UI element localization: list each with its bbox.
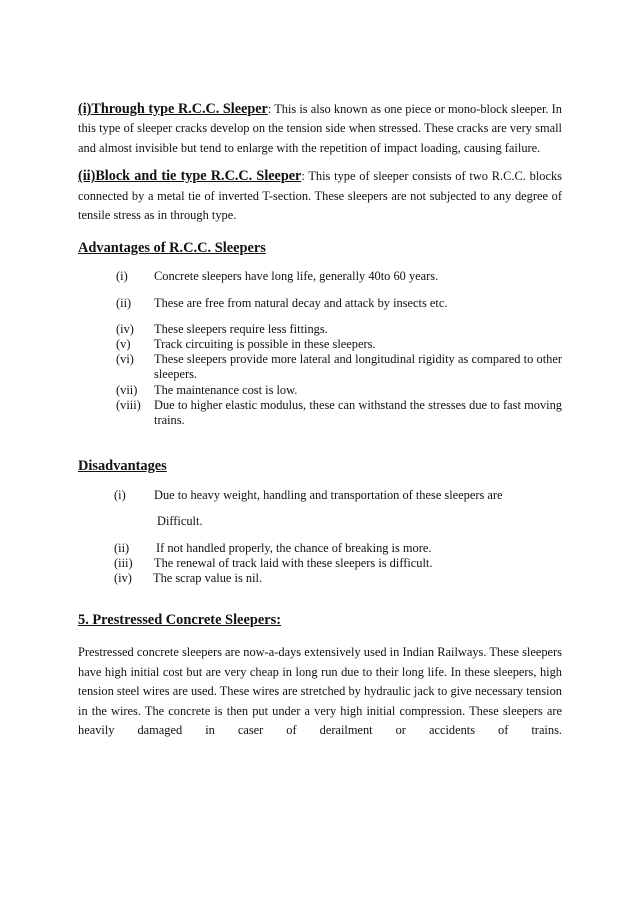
list-item-text: These sleepers require less fittings. — [154, 321, 328, 336]
through-type-paragraph — [78, 100, 562, 158]
list-item-text: Track circuiting is possible in these sleepers. — [154, 337, 376, 352]
list-item — [116, 383, 562, 398]
list-item-number: (vii) — [116, 382, 138, 397]
list-item-text: The renewal of track laid with these sleepers is difficult. — [154, 555, 433, 570]
list-item-number: (iv) — [114, 571, 132, 586]
list-item-number: (ii) — [116, 295, 132, 310]
block-tie-title: (ii)Block and tie type R.C.C. Sleeper — [78, 168, 302, 185]
through-type-body: : This is also known as one piece or mono-block sleeper. In this type of sleeper cracks develop on the tension side when stressed. These cracks are very small and almost invisible but tend to enlarge with the repetition of impact loading, causing failure. — [78, 102, 562, 155]
list-item — [116, 296, 562, 311]
list-item-text: These are free from natural decay and attack by insects etc. — [154, 295, 448, 310]
list-item — [116, 322, 562, 337]
list-item — [116, 337, 562, 352]
list-item-text: If not handled properly, the chance of breaking is more. — [156, 540, 432, 555]
list-item — [116, 352, 562, 382]
list-item-number: (i) — [114, 488, 126, 503]
advantages-heading: Advantages of R.C.C. Sleepers — [78, 240, 266, 257]
list-item-number: (iv) — [116, 321, 134, 336]
document-page — [78, 100, 562, 740]
list-item-text: The scrap value is nil. — [153, 571, 263, 586]
list-item — [114, 556, 562, 571]
list-item — [114, 541, 562, 556]
list-item-number: (vi) — [116, 352, 134, 367]
block-tie-paragraph — [78, 167, 562, 225]
disadvantages-list — [78, 488, 562, 586]
list-item — [114, 488, 562, 503]
list-item-number: (ii) — [114, 540, 130, 555]
list-item-number: (i) — [116, 269, 128, 284]
advantages-list — [78, 269, 562, 428]
list-item-text: Due to higher elastic modulus, these can withstand the stresses due to fast moving trains. — [154, 397, 562, 428]
prestressed-heading: 5. Prestressed Concrete Sleepers: — [78, 612, 282, 629]
list-item-text: Due to heavy weight, handling and transportation of these sleepers are — [154, 488, 503, 503]
through-type-title: (i)Through type R.C.C. Sleeper — [78, 101, 268, 117]
list-item-continuation — [114, 514, 562, 529]
list-item-text: These sleepers provide more lateral and longitudinal rigidity as compared to other sleepers. — [154, 352, 562, 382]
list-item-text: The maintenance cost is low. — [154, 382, 298, 397]
list-item — [116, 269, 562, 284]
prestressed-paragraph: Prestressed concrete sleepers are now-a-days extensively used in Indian Railways. These sleepers have high initial cost but are very cheap in long run due to their long life. In these sleepers, high tension steel wires are used. These wires are stretched by hydraulic jack to give necessary tension in the wires. The concrete is then put under a very high initial compression. These sleepers are heavily damaged in caser of derailment or accidents of trains. — [78, 645, 562, 737]
block-tie-body: : This type of sleeper consists of two R.C.C. blocks connected by a metal tie of inverted T-section. These sleepers are not subjected to any degree of tensile stress as in through type. — [78, 169, 563, 223]
list-item — [116, 398, 562, 428]
disadvantages-heading: Disadvantages — [78, 458, 167, 475]
list-item-number: (v) — [116, 337, 131, 352]
list-item-number: (viii) — [116, 397, 141, 412]
list-item-number: (iii) — [114, 555, 133, 570]
list-item — [114, 571, 562, 586]
list-item-text: Concrete sleepers have long life, generally 40to 60 years. — [154, 269, 439, 284]
list-item-text: Difficult. — [157, 514, 203, 529]
